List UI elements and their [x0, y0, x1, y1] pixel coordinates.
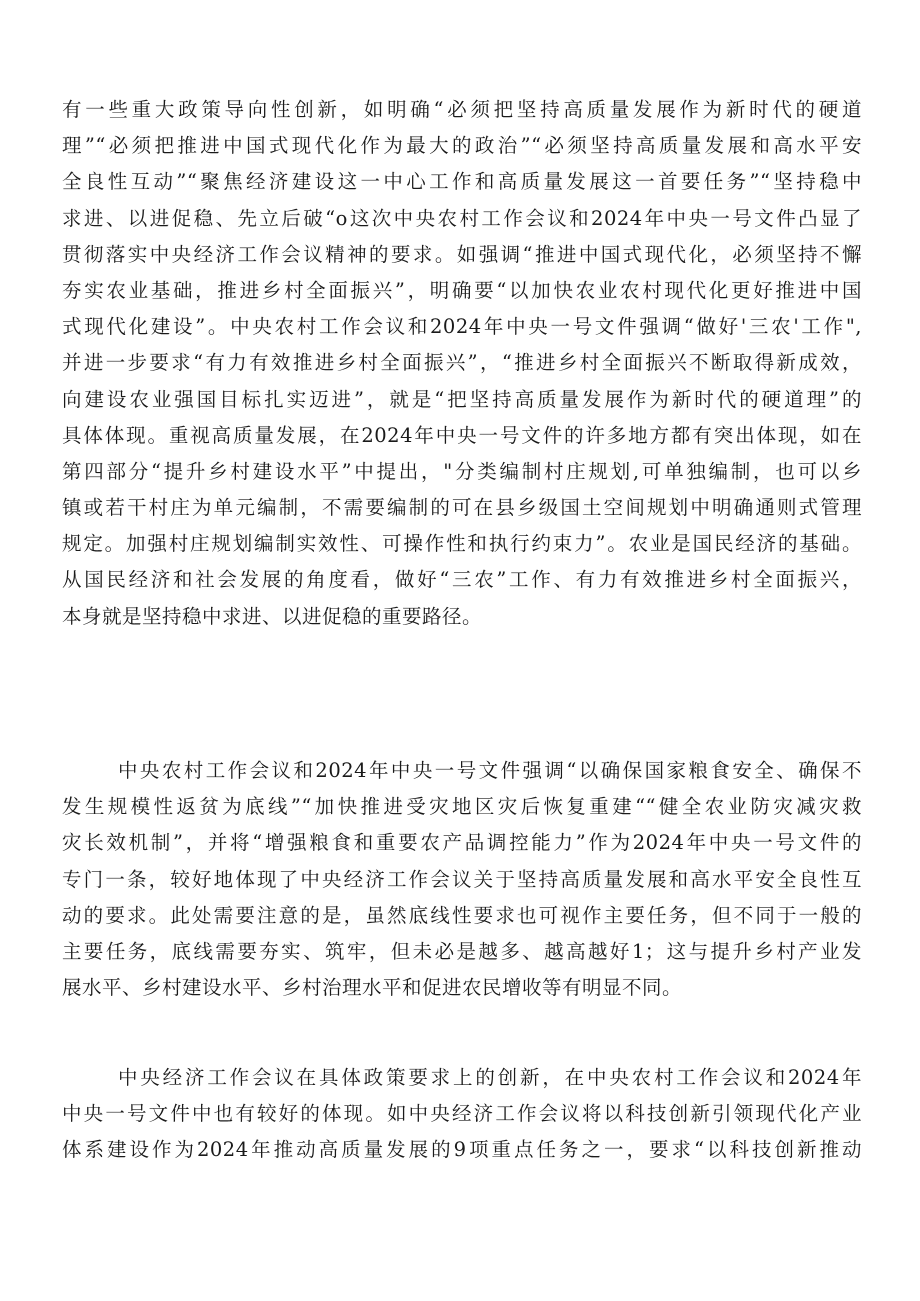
text-line: 中央一号文件中也有较好的体现。如中央经济工作会议将以科技创新引领现代化产业: [62, 1102, 862, 1126]
text-line: 求进、以进促稳、先立后破“o这次中央农村工作会议和2024年中央一号文件凸显了: [62, 206, 862, 230]
text-line: 主要任务，底线需要夯实、筑牢，但未必是越多、越高越好1；这与提升乡村产业发: [62, 939, 862, 963]
text-line: 并进一步要求“有力有效推进乡村全面振兴”，“推进乡村全面振兴不断取得新成效，: [62, 351, 862, 375]
text-line: 从国民经济和社会发展的角度看，做好“三农”工作、有力有效推进乡村全面振兴，: [62, 568, 862, 592]
text-line: 中央经济工作会议在具体政策要求上的创新，在中央农村工作会议和2024年: [118, 1066, 862, 1089]
text-line: 动的要求。此处需要注意的是，虽然底线性要求也可视作主要任务，但不同于一般的: [62, 903, 862, 927]
paragraph-1: [62, 92, 862, 635]
text-line: 理”“必须把推进中国式现代化作为最大的政治”“必须坚持高质量发展和高水平安: [62, 134, 862, 158]
text-line: 具体体现。重视高质量发展，在2024年中央一号文件的许多地方都有突出体现，如在: [62, 423, 862, 447]
text-line: 贯彻落实中央经济工作会议精神的要求。如强调“推进中国式现代化，必须坚持不懈: [62, 242, 862, 266]
text-line: 式现代化建设”。中央农村工作会议和2024年中央一号文件强调“做好'三农'工作",: [62, 315, 862, 339]
text-line: 发生规模性返贫为底线”“加快推进受灾地区灾后恢复重建““健全农业防灾减灾救: [62, 795, 862, 819]
text-line: 本身就是坚持稳中求进、以进促稳的重要路径。: [62, 604, 483, 628]
paragraph-3: [62, 1060, 862, 1169]
text-line: 向建设农业强国目标扎实迈进”，就是“把坚持高质量发展作为新时代的硬道理”的: [62, 387, 862, 411]
text-line: 中央农村工作会议和2024年中央一号文件强调“以确保国家粮食安全、确保不: [118, 759, 862, 782]
text-line: 夯实农业基础，推进乡村全面振兴”，明确要“以加快农业农村现代化更好推进中国: [62, 278, 862, 302]
text-line: 专门一条，较好地体现了中央经济工作会议关于坚持高质量发展和高水平安全良性互: [62, 867, 862, 891]
text-line: 镇或若干村庄为单元编制，不需要编制的可在县乡级国土空间规划中明确通则式管理: [62, 496, 862, 520]
text-line: 规定。加强村庄规划编制实效性、可操作性和执行约束力”。农业是国民经济的基础。: [62, 532, 862, 556]
text-line: 体系建设作为2024年推动高质量发展的9项重点任务之一，要求“以科技创新推动: [62, 1138, 862, 1162]
text-line: 有一些重大政策导向性创新，如明确“必须把坚持高质量发展作为新时代的硬道: [62, 98, 862, 121]
paragraph-2: [62, 753, 862, 1006]
text-line: 灾长效机制”，并将“增强粮食和重要农产品调控能力”作为2024年中央一号文件的: [62, 831, 862, 855]
text-line: 第四部分“提升乡村建设水平”中提出，"分类编制村庄规划,可单独编制，也可以乡: [62, 459, 862, 483]
text-line: 展水平、乡村建设水平、乡村治理水平和促进农民增收等有明显不同。: [62, 976, 683, 1000]
text-line: 全良性互动”“聚焦经济建设这一中心工作和高质量发展这一首要任务”“坚持稳中: [62, 170, 862, 194]
